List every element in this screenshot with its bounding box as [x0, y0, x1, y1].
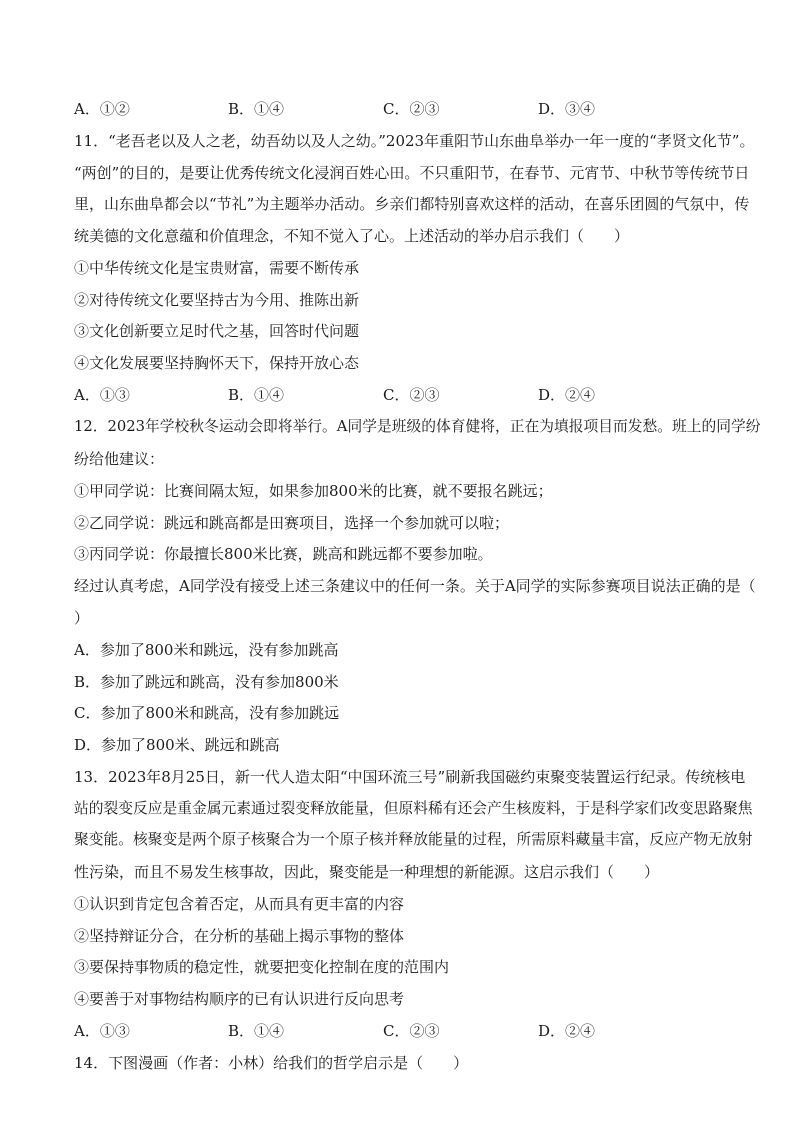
q11-statement: ②对待传统文化要坚持古为今用、推陈出新 — [74, 291, 360, 309]
q13-statement: ③要保持事物质的稳定性，就要把变化控制在度的范围内 — [74, 958, 450, 976]
q11-option-d: D．②④ — [538, 386, 596, 404]
q13-option-b: B．①④ — [228, 1022, 285, 1040]
q12-tail-line: 经过认真考虑，A同学没有接受上述三条建议中的任何一条。关于A同学的实际参赛项目说法正确的是（ — [74, 577, 756, 595]
q12-option-a: A．参加了800米和跳远，没有参加跳高 — [74, 641, 339, 659]
q12-option-b: B．参加了跳远和跳高，没有参加800米 — [74, 673, 339, 691]
q13-statement: ②坚持辩证分合，在分析的基础上揭示事物的整体 — [74, 927, 405, 945]
q13-stem-line: 聚变能。核聚变是两个原子核聚合为一个原子核并释放能量的过程，所需原料藏量丰富，反应产物无放射 — [74, 831, 753, 848]
q11-option-c: C．②③ — [383, 386, 440, 404]
q10-option-c: C．②③ — [383, 100, 440, 118]
q11-stem-line: 统美德的文化意蕴和价值理念，不知不觉入了心。上述活动的举办启示我们（ ） — [74, 227, 630, 245]
q12-stem-line: 纷给他建议： — [74, 450, 165, 468]
q12-tail-line: ） — [74, 609, 90, 627]
q11-stem-line: 里，山东曲阜都会以“节礼”为主题举办活动。乡亲们都特别喜欢这样的活动，在喜乐团圆的气氛中，传 — [74, 195, 750, 213]
q12-option-d: D．参加了800米、跳远和跳高 — [74, 736, 280, 754]
q13-stem-line: 性污染，而且不易发生核事故，因此，聚变能是一种理想的新能源。这启示我们（ ） — [74, 863, 660, 881]
q13-stem-line: 13．2023年8月25日，新一代人造太阳“中国环流三号”刷新我国磁约束聚变装置运行纪录。传统核电 — [74, 768, 746, 786]
q13-stem-line: 站的裂变反应是重金属元素通过裂变释放能量，但原料稀有还会产生核废料，于是科学家们改变思路聚焦 — [74, 800, 753, 817]
q11-statement: ③文化创新要立足时代之基，回答时代问题 — [74, 322, 360, 340]
q13-option-a: A．①③ — [74, 1022, 130, 1040]
q11-statement: ①中华传统文化是宝贵财富，需要不断传承 — [74, 259, 360, 277]
q12-statement: ①甲同学说：比赛间隔太短，如果参加800米的比赛，就不要报名跳远； — [74, 482, 553, 500]
q13-statement: ④要善于对事物结构顺序的已有认识进行反向思考 — [74, 990, 405, 1008]
q13-statement: ①认识到肯定包含着否定，从而具有更丰富的内容 — [74, 895, 405, 913]
q11-statement: ④文化发展要坚持胸怀天下，保持开放心态 — [74, 354, 360, 372]
q11-stem-line: 11．“老吾老以及人之老，幼吾幼以及人之幼。”2023年重阳节山东曲阜举办一年一度的“孝贤文化节”。 — [74, 132, 755, 150]
q12-option-c: C．参加了800米和跳高，没有参加跳远 — [74, 704, 340, 722]
q10-option-a: A．①② — [74, 100, 130, 118]
q10-option-d: D．③④ — [538, 100, 596, 118]
q12-stem-line: 12．2023年学校秋冬运动会即将举行。A同学是班级的体育健将，正在为填报项目而发愁。班上的同学纷 — [74, 418, 761, 435]
q12-statement: ②乙同学说：跳远和跳高都是田赛项目，选择一个参加就可以啦； — [74, 514, 510, 532]
q11-option-a: A．①③ — [74, 386, 130, 404]
q10-option-b: B．①④ — [228, 100, 285, 118]
q11-option-b: B．①④ — [228, 386, 285, 404]
q13-option-c: C．②③ — [383, 1022, 440, 1040]
q14-stem-line: 14．下图漫画（作者：小林）给我们的哲学启示是（ ） — [74, 1054, 469, 1072]
q12-statement: ③丙同学说：你最擅长800米比赛，跳高和跳远都不要参加啦。 — [74, 545, 493, 563]
q11-stem-line: “两创”的目的，是要让优秀传统文化浸润百姓心田。不只重阳节，在春节、元宵节、中秋节等传统节日 — [74, 164, 750, 182]
q13-option-d: D．②④ — [538, 1022, 596, 1040]
